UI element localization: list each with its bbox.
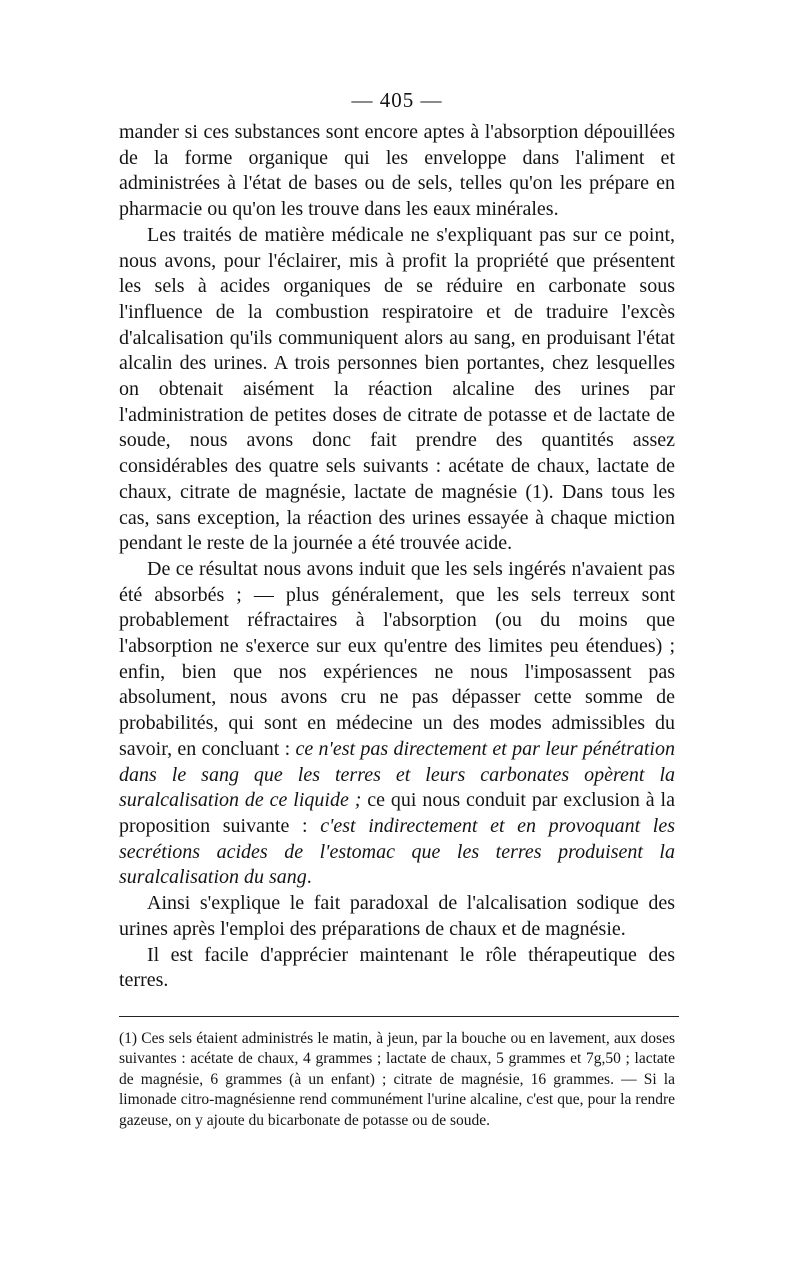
- paragraph-3-text-2: ce qui nous conduit par exclusion à la proposition suivante :: [119, 789, 675, 837]
- page-body: [119, 86, 675, 1131]
- paragraph-4: Ainsi s'explique le fait paradoxal de l'alcalisation sodique des urines après l'emploi des préparations de chaux et de magnésie.: [119, 892, 675, 940]
- paragraph-5: Il est facile d'apprécier maintenant le rôle thérapeutique des terres.: [119, 943, 675, 992]
- footnote-divider: [119, 1016, 679, 1017]
- paragraph-3-text-3: .: [306, 866, 312, 889]
- paragraph-2: Les traités de matière médicale ne s'expliquant pas sur ce point, nous avons, pour l'éclairer, mis à profit la propriété que présentent les sels à acides organiques de se réduire en carbonate sous l'influence de la combustion respiratoire et de traduire l'excès d'alcalisation qu'ils communiquent alors au sang, en produisant l'état alcalin des urines. A trois personnes bien portantes, chez lesquelles on obtenait aisément la réaction alcaline des urines par l'administration de petites doses de citrate de potasse et de lactate de soude, nous avons donc fait prendre des quantités assez considérables des quatre sels suivants : acétate de chaux, lactate de chaux, citrate de magnésie, lactate de magnésie (1). Dans tous les cas, sans exception, la réaction des urines essayée à chaque miction pendant le reste de la journée a été trouvée acide.: [119, 223, 675, 555]
- paragraph-3-italic-2: c'est indirectement et en provoquant les secrétions acides de l'estomac que les terres produisent la suralcalisation du sang: [119, 814, 675, 889]
- paragraph-3: [119, 557, 675, 891]
- page-number: — 405 —: [351, 88, 443, 112]
- paragraph-3-text-1: De ce résultat nous avons induit que les sels ingérés n'avaient pas été absorbés ; — plus généralement, que les sels terreux sont probablement réfractaires à l'absorption (ou du moins que l'absorption ne s'exerce sur eux qu'entre des limites peu étendues) ; enfin, bien que nos expériences ne nous l'imposassent pas absolument, nous avons cru ne pas dépasser cette somme de probabilités, qui sont en médecine un des modes admissibles du savoir, en concluant :: [119, 557, 675, 760]
- paragraph-3-italic-1: ce n'est pas directement et par leur pénétration dans le sang que les terres et leurs carbonates opèrent la suralcalisation de ce liquide ;: [119, 737, 675, 812]
- paragraph-1: mander si ces substances sont encore aptes à l'absorption dépouillées de la forme organique qui les enveloppe dans l'aliment et administrées à l'état de bases ou de sels, telles qu'on les prépare en pharmacie ou qu'on les trouve dans les eaux minérales.: [119, 121, 675, 221]
- footnote: (1) Ces sels étaient administrés le matin, à jeun, par la bouche ou en lavement, aux doses suivantes : acétate de chaux, 4 grammes ; lactate de chaux, 5 grammes et 7g,50 ; lactate de magnésie, 6 grammes (à un enfant) ; citrate de magnésie, 16 grammes. — Si la limonade citro-magnésienne rend communément l'urine alcaline, c'est que, pour la rendre gazeuse, on y ajoute du bicarbonate de potasse ou de soude.: [119, 1029, 675, 1129]
